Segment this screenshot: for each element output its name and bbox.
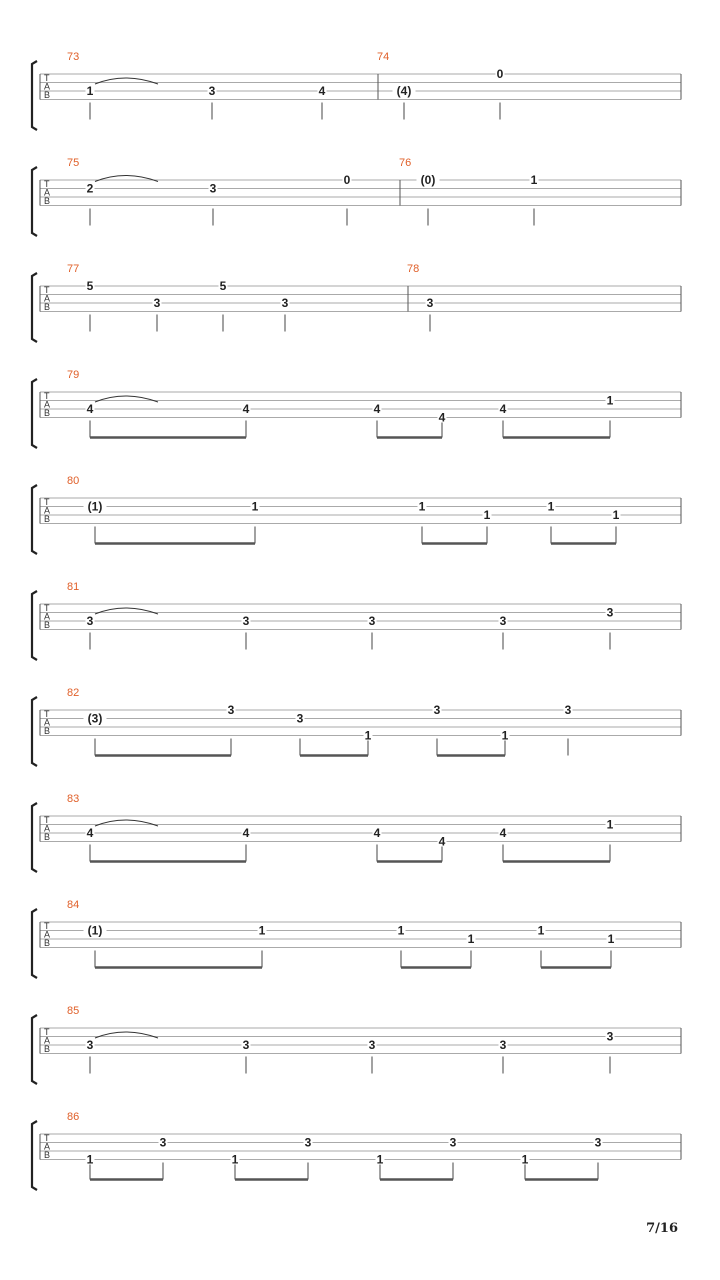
fret-number: 5 bbox=[219, 279, 227, 293]
tab-clef-letter: A bbox=[44, 187, 51, 198]
fret-number: 1 bbox=[364, 728, 372, 743]
fret-number: 1 bbox=[530, 173, 538, 187]
fret-number: 2 bbox=[86, 181, 94, 196]
tab-clef-letter: T bbox=[44, 179, 50, 189]
tab-system bbox=[32, 157, 681, 236]
tab-system bbox=[32, 581, 681, 660]
fret-number: 4 bbox=[86, 826, 94, 840]
system-bracket bbox=[32, 485, 37, 554]
measure-number: 75 bbox=[67, 157, 80, 169]
tab-clef-letter: B bbox=[44, 408, 51, 418]
fret-number: 5 bbox=[86, 279, 94, 293]
fret-number: 4 bbox=[318, 84, 326, 98]
measure-number: 82 bbox=[67, 687, 80, 699]
system-bracket bbox=[32, 697, 37, 766]
tab-clef-letter: T bbox=[44, 285, 50, 295]
fret-number: 3 bbox=[426, 296, 434, 310]
tab-system bbox=[32, 687, 681, 766]
fret-number: 0 bbox=[343, 173, 351, 187]
tab-clef-letter: T bbox=[44, 709, 50, 719]
fret-number: 3 bbox=[159, 1135, 167, 1150]
measure-number: 81 bbox=[67, 581, 80, 593]
fret-number: 1 bbox=[537, 923, 545, 938]
tab-clef-letter: T bbox=[44, 391, 50, 401]
fret-number: 3 bbox=[368, 614, 376, 628]
tab-clef-letter: A bbox=[44, 293, 51, 304]
tab-clef-letter: A bbox=[44, 399, 51, 410]
measure-number: 84 bbox=[67, 899, 80, 911]
fret-number: (1) bbox=[87, 499, 103, 514]
fret-number: 3 bbox=[304, 1135, 312, 1150]
tie-arc bbox=[95, 396, 158, 402]
fret-number: 3 bbox=[242, 1038, 250, 1052]
fret-number: 1 bbox=[606, 817, 614, 832]
fret-number: 4 bbox=[86, 402, 94, 416]
fret-number: 1 bbox=[251, 499, 259, 514]
fret-number: 3 bbox=[209, 181, 217, 196]
tie-arc bbox=[95, 820, 158, 826]
tab-system bbox=[32, 1005, 681, 1084]
system-bracket bbox=[32, 379, 37, 448]
fret-number: 3 bbox=[86, 614, 94, 628]
tie-arc bbox=[95, 176, 158, 182]
fret-number: 4 bbox=[438, 834, 446, 849]
fret-number: 4 bbox=[242, 402, 250, 416]
tab-clef-letter: B bbox=[44, 726, 51, 736]
fret-number: 3 bbox=[449, 1135, 457, 1150]
system-bracket bbox=[32, 1015, 37, 1084]
system-bracket bbox=[32, 273, 37, 342]
fret-number: (3) bbox=[87, 711, 103, 726]
tab-clef-letter: B bbox=[44, 302, 51, 312]
tie-arc bbox=[95, 78, 158, 84]
tab-clef-letter: T bbox=[44, 815, 50, 825]
measure-number: 74 bbox=[377, 51, 390, 63]
fret-number: 1 bbox=[612, 508, 620, 522]
fret-number: 3 bbox=[368, 1038, 376, 1052]
fret-number: 1 bbox=[418, 499, 426, 514]
fret-number: 1 bbox=[501, 728, 509, 743]
fret-number: 3 bbox=[433, 703, 441, 717]
tab-clef-letter: T bbox=[44, 1027, 50, 1037]
tab-clef-letter: A bbox=[44, 611, 51, 622]
fret-number: 1 bbox=[376, 1152, 384, 1167]
fret-number: 1 bbox=[231, 1152, 239, 1167]
tab-clef-letter: T bbox=[44, 603, 50, 613]
tab-clef-letter: B bbox=[44, 514, 51, 524]
fret-number: 1 bbox=[86, 84, 94, 98]
tab-system bbox=[32, 369, 681, 448]
measure-number: 78 bbox=[407, 263, 420, 275]
fret-number: 3 bbox=[281, 296, 289, 310]
fret-number: 1 bbox=[521, 1152, 529, 1167]
fret-number: (1) bbox=[87, 923, 103, 938]
fret-number: 1 bbox=[397, 923, 405, 938]
fret-number: 1 bbox=[607, 932, 615, 946]
page-number: 7/16 bbox=[646, 1221, 678, 1236]
fret-number: 1 bbox=[547, 499, 555, 514]
fret-number: 3 bbox=[86, 1038, 94, 1052]
fret-number: 0 bbox=[496, 67, 504, 81]
fret-number: 1 bbox=[483, 508, 491, 522]
tab-clef-letter: T bbox=[44, 497, 50, 507]
measure-number: 80 bbox=[67, 475, 80, 487]
fret-number: 3 bbox=[564, 703, 572, 717]
tab-clef-letter: B bbox=[44, 1044, 51, 1054]
fret-number: 3 bbox=[499, 614, 507, 628]
tab-clef-letter: A bbox=[44, 81, 51, 92]
tab-clef-letter: B bbox=[44, 938, 51, 948]
tab-clef-letter: A bbox=[44, 1035, 51, 1046]
fret-number: 3 bbox=[208, 84, 216, 98]
tab-clef-letter: B bbox=[44, 196, 51, 206]
fret-number: 3 bbox=[594, 1135, 602, 1150]
system-bracket bbox=[32, 167, 37, 236]
system-bracket bbox=[32, 909, 37, 978]
tab-clef-letter: T bbox=[44, 1133, 50, 1143]
tab-clef-letter: T bbox=[44, 921, 50, 931]
tab-system bbox=[32, 263, 681, 342]
measure-number: 83 bbox=[67, 793, 80, 805]
tab-system bbox=[32, 51, 681, 130]
fret-number: 4 bbox=[373, 402, 381, 416]
measure-number: 85 bbox=[67, 1005, 80, 1017]
tab-clef-letter: B bbox=[44, 832, 51, 842]
fret-number: 4 bbox=[499, 826, 507, 840]
fret-number: 3 bbox=[606, 605, 614, 620]
fret-number: 1 bbox=[258, 923, 266, 938]
tab-clef-letter: T bbox=[44, 73, 50, 83]
tab-clef-letter: B bbox=[44, 620, 51, 630]
fret-number: 3 bbox=[296, 711, 304, 726]
fret-number: 3 bbox=[227, 703, 235, 717]
measure-number: 86 bbox=[67, 1111, 80, 1123]
tab-clef-letter: A bbox=[44, 929, 51, 940]
tab-system bbox=[32, 793, 681, 872]
tab-clef-letter: A bbox=[44, 717, 51, 728]
fret-number: 1 bbox=[467, 932, 475, 946]
fret-number: 3 bbox=[606, 1029, 614, 1044]
fret-number: 4 bbox=[499, 402, 507, 416]
tab-system bbox=[32, 899, 681, 978]
fret-number: (0) bbox=[420, 173, 436, 187]
fret-number: 1 bbox=[86, 1152, 94, 1167]
measure-number: 79 bbox=[67, 369, 80, 381]
fret-number: (4) bbox=[396, 84, 412, 98]
system-bracket bbox=[32, 803, 37, 872]
tab-system bbox=[32, 475, 681, 554]
fret-number: 4 bbox=[242, 826, 250, 840]
tab-clef-letter: B bbox=[44, 90, 51, 100]
measure-number: 77 bbox=[67, 263, 80, 275]
tie-arc bbox=[95, 608, 158, 614]
system-bracket bbox=[32, 591, 37, 660]
fret-number: 4 bbox=[373, 826, 381, 840]
fret-number: 3 bbox=[499, 1038, 507, 1052]
tab-clef-letter: A bbox=[44, 1141, 51, 1152]
measure-number: 76 bbox=[399, 157, 412, 169]
tab-system bbox=[32, 1111, 681, 1190]
tie-arc bbox=[95, 1032, 158, 1038]
fret-number: 3 bbox=[153, 296, 161, 310]
fret-number: 1 bbox=[606, 393, 614, 408]
measure-number: 73 bbox=[67, 51, 80, 63]
system-bracket bbox=[32, 1121, 37, 1190]
system-bracket bbox=[32, 61, 37, 130]
fret-number: 4 bbox=[438, 410, 446, 425]
fret-number: 3 bbox=[242, 614, 250, 628]
tab-clef-letter: A bbox=[44, 823, 51, 834]
tab-clef-letter: B bbox=[44, 1150, 51, 1160]
tab-clef-letter: A bbox=[44, 505, 51, 516]
